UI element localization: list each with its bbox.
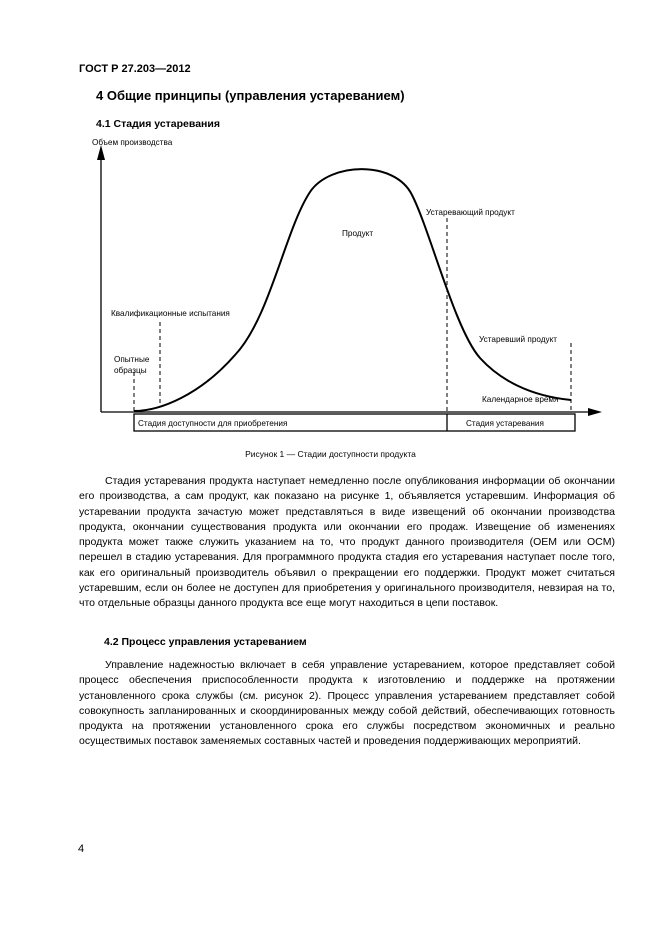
x-axis-label: Календарное время xyxy=(482,395,559,404)
paragraph-obsolescence-stage: Стадия устаревания продукта наступает немедленно после опубликования информации об окончании его производства, а сам продукт, как показано на рисунке 1, объявляется устаревшим. Информация об устаревании продукта зачастую может представляться в виде извещений об окончании производства продукта, окончании существования продукта или окончании его продаж. Извещение об изменениях продукта может также служить указанием на то, что продукт данного производителя (OEM или OCM) перешел в стадию устаревания. Для программного продукта стадия его устаревания наступает после того, как его оригинальный производитель объявил о прекращении его поддержки. Продукт может считаться устаревшим, если он более не доступен для приобретения у оригинального производителя, невзирая на то, что отдельные образцы данного продукта все еще могут находиться в цепи поставок. xyxy=(79,475,615,610)
label-obsolescent-product: Устаревающий продукт xyxy=(426,208,515,217)
paragraph-obsolescence-management: Управление надежностью включает в себя управление устареванием, которое представляет собой процесс обеспечения приспособленности продукта к изготовлению и поддержке на протяжении установленного срока службы (см. рисунок 2). Процесс управления устареванием представляет собой совокупность запланированных и скоординированных между собой действий, обеспечивающих готовность продукта на протяжении установленного срока его службы посредством экономичных и реально осуществимых поставок заменяемых составных частей и проведения поддерживающих мероприятий. xyxy=(79,659,615,748)
lifecycle-curve xyxy=(134,169,571,411)
label-product: Продукт xyxy=(342,229,374,238)
label-prototypes-line2: образцы xyxy=(114,366,147,375)
y-axis-label: Объем производства xyxy=(92,138,173,147)
figure-caption: Рисунок 1 — Стадии доступности продукта xyxy=(245,449,416,459)
x-axis-arrow-icon xyxy=(588,408,602,416)
label-prototypes-line1: Опытные xyxy=(114,355,150,364)
subsection-title-4-2: 4.2 Процесс управления устареванием xyxy=(104,636,307,648)
label-qualification-tests: Квалификационные испытания xyxy=(111,309,230,318)
section-title: 4 Общие принципы (управления устареванием) xyxy=(96,88,405,103)
stage-obsolescence-label: Стадия устаревания xyxy=(466,419,544,428)
page-number: 4 xyxy=(78,843,85,855)
stage-availability-label: Стадия доступности для приобретения xyxy=(138,419,288,428)
document-header: ГОСТ Р 27.203—2012 xyxy=(79,63,191,75)
subsection-title-4-1: 4.1 Стадия устаревания xyxy=(96,118,220,130)
y-axis-arrow-icon xyxy=(97,145,105,160)
label-obsolete-product: Устаревший продукт xyxy=(479,335,558,344)
